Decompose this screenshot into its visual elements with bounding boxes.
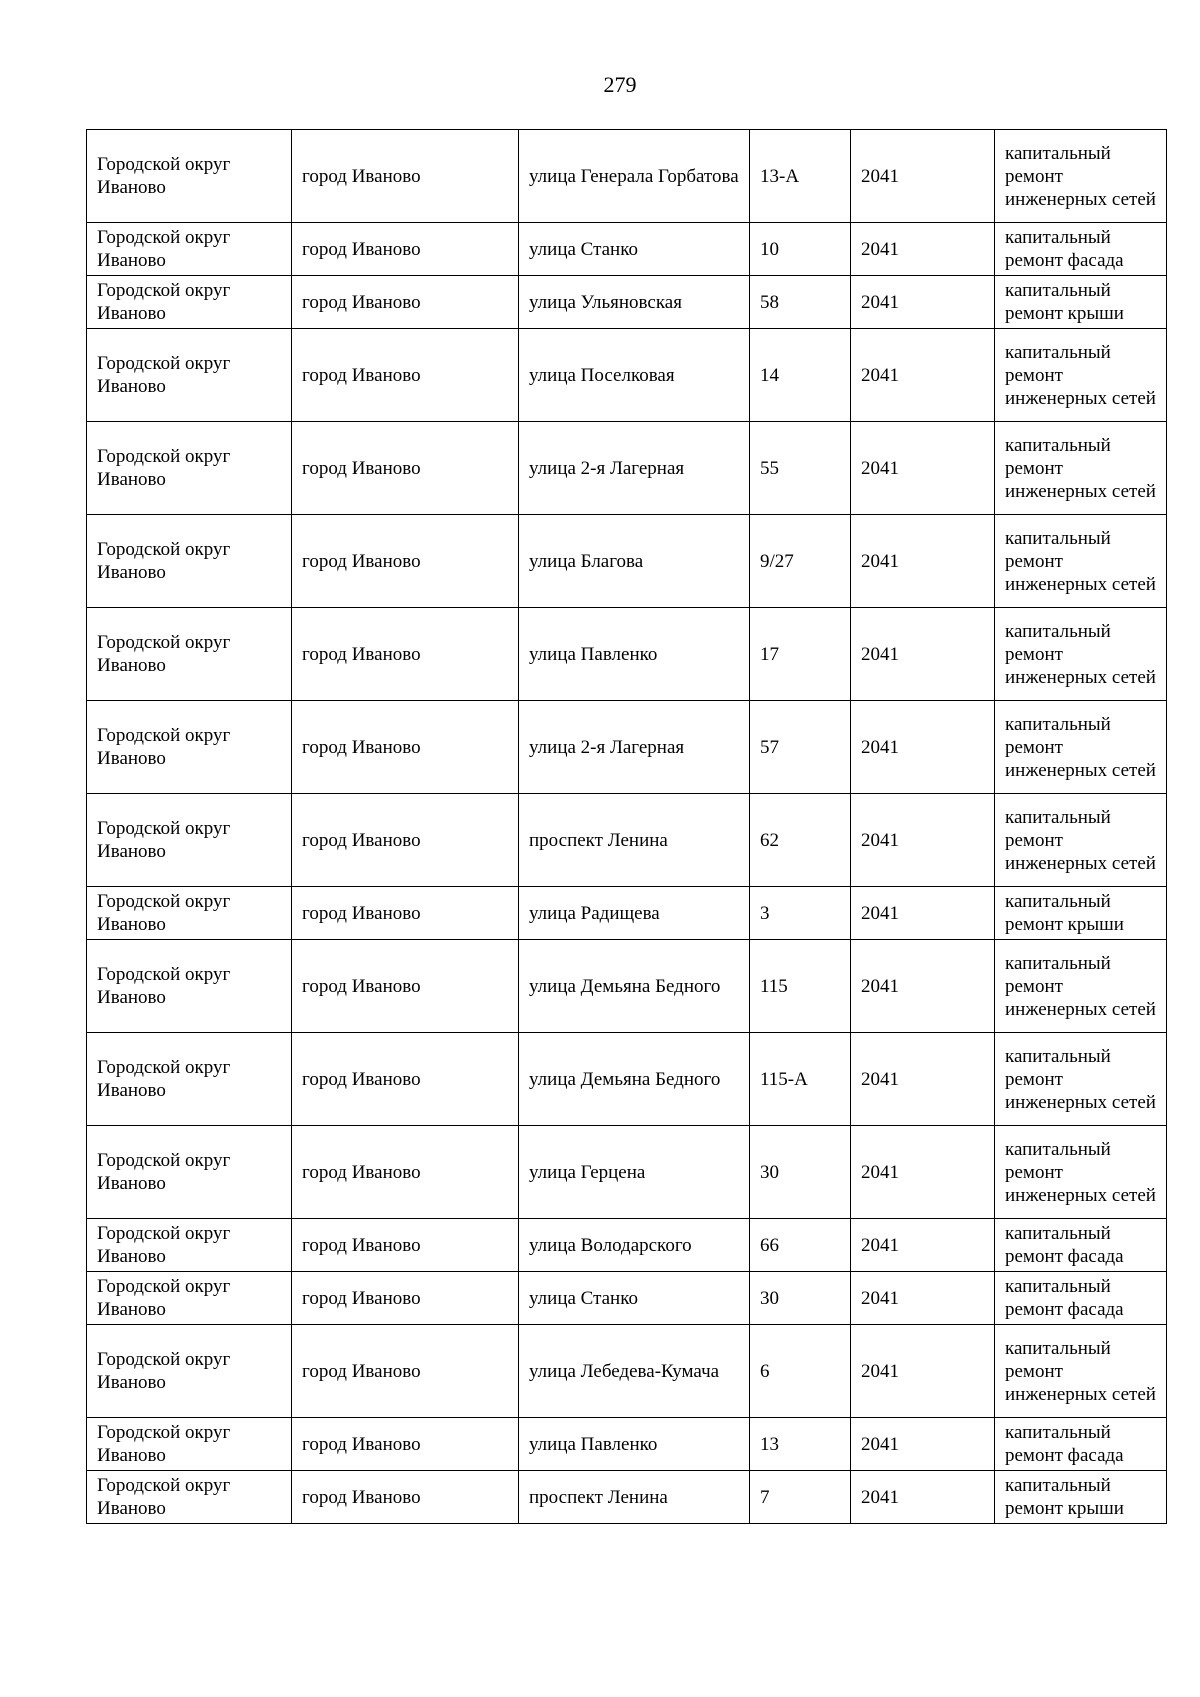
municipality-cell: Городской округ Иваново [87, 1219, 292, 1272]
municipality-cell: Городской округ Иваново [87, 608, 292, 701]
table-row [87, 1126, 1167, 1219]
street-cell: улица 2-я Лагерная [519, 701, 750, 794]
work-type-cell: капитальный ремонт инженерных сетей [995, 701, 1167, 794]
municipality-cell: Городской округ Иваново [87, 422, 292, 515]
city-cell: город Иваново [292, 794, 519, 887]
work-type-cell: капитальный ремонт крыши [995, 1471, 1167, 1524]
year-cell: 2041 [851, 940, 995, 1033]
house-number-cell: 6 [750, 1325, 851, 1418]
year-cell: 2041 [851, 1219, 995, 1272]
year-cell: 2041 [851, 1471, 995, 1524]
municipality-cell: Городской округ Иваново [87, 1471, 292, 1524]
city-cell: город Иваново [292, 887, 519, 940]
house-number-cell: 55 [750, 422, 851, 515]
municipality-cell: Городской округ Иваново [87, 1325, 292, 1418]
table-row [87, 276, 1167, 329]
city-cell: город Иваново [292, 1272, 519, 1325]
street-cell: проспект Ленина [519, 1471, 750, 1524]
house-number-cell: 62 [750, 794, 851, 887]
repair-schedule-table [86, 129, 1167, 1524]
page-number: 279 [603, 72, 637, 97]
year-cell: 2041 [851, 1272, 995, 1325]
city-cell: город Иваново [292, 329, 519, 422]
year-cell: 2041 [851, 887, 995, 940]
year-cell: 2041 [851, 1033, 995, 1126]
work-type-cell: капитальный ремонт инженерных сетей [995, 608, 1167, 701]
street-cell: улица Павленко [519, 1418, 750, 1471]
house-number-cell: 58 [750, 276, 851, 329]
municipality-cell: Городской округ Иваново [87, 223, 292, 276]
city-cell: город Иваново [292, 1418, 519, 1471]
street-cell: улица Станко [519, 1272, 750, 1325]
house-number-cell: 66 [750, 1219, 851, 1272]
municipality-cell: Городской округ Иваново [87, 130, 292, 223]
table-row [87, 1325, 1167, 1418]
work-type-cell: капитальный ремонт инженерных сетей [995, 1033, 1167, 1126]
work-type-cell: капитальный ремонт инженерных сетей [995, 1126, 1167, 1219]
house-number-cell: 17 [750, 608, 851, 701]
year-cell: 2041 [851, 329, 995, 422]
work-type-cell: капитальный ремонт инженерных сетей [995, 794, 1167, 887]
work-type-cell: капитальный ремонт фасада [995, 1219, 1167, 1272]
year-cell: 2041 [851, 701, 995, 794]
street-cell: улица Лебедева-Кумача [519, 1325, 750, 1418]
house-number-cell: 13 [750, 1418, 851, 1471]
city-cell: город Иваново [292, 1219, 519, 1272]
table-row [87, 1219, 1167, 1272]
house-number-cell: 7 [750, 1471, 851, 1524]
table-row [87, 794, 1167, 887]
table-row [87, 887, 1167, 940]
house-number-cell: 30 [750, 1126, 851, 1219]
city-cell: город Иваново [292, 223, 519, 276]
municipality-cell: Городской округ Иваново [87, 515, 292, 608]
house-number-cell: 10 [750, 223, 851, 276]
house-number-cell: 57 [750, 701, 851, 794]
house-number-cell: 115 [750, 940, 851, 1033]
street-cell: улица Володарского [519, 1219, 750, 1272]
year-cell: 2041 [851, 276, 995, 329]
work-type-cell: капитальный ремонт инженерных сетей [995, 329, 1167, 422]
street-cell: улица Генерала Горбатова [519, 130, 750, 223]
house-number-cell: 30 [750, 1272, 851, 1325]
work-type-cell: капитальный ремонт фасада [995, 1272, 1167, 1325]
year-cell: 2041 [851, 1126, 995, 1219]
municipality-cell: Городской округ Иваново [87, 940, 292, 1033]
table-row [87, 1272, 1167, 1325]
house-number-cell: 9/27 [750, 515, 851, 608]
table-row [87, 422, 1167, 515]
work-type-cell: капитальный ремонт фасада [995, 1418, 1167, 1471]
street-cell: улица Благова [519, 515, 750, 608]
street-cell: улица Павленко [519, 608, 750, 701]
city-cell: город Иваново [292, 422, 519, 515]
municipality-cell: Городской округ Иваново [87, 887, 292, 940]
house-number-cell: 115-А [750, 1033, 851, 1126]
city-cell: город Иваново [292, 940, 519, 1033]
municipality-cell: Городской округ Иваново [87, 276, 292, 329]
city-cell: город Иваново [292, 1325, 519, 1418]
work-type-cell: капитальный ремонт инженерных сетей [995, 1325, 1167, 1418]
table-row [87, 940, 1167, 1033]
city-cell: город Иваново [292, 608, 519, 701]
street-cell: улица 2-я Лагерная [519, 422, 750, 515]
street-cell: улица Радищева [519, 887, 750, 940]
municipality-cell: Городской округ Иваново [87, 329, 292, 422]
work-type-cell: капитальный ремонт инженерных сетей [995, 130, 1167, 223]
table-row [87, 223, 1167, 276]
work-type-cell: капитальный ремонт крыши [995, 887, 1167, 940]
house-number-cell: 14 [750, 329, 851, 422]
table-row [87, 1471, 1167, 1524]
table-row [87, 1418, 1167, 1471]
year-cell: 2041 [851, 223, 995, 276]
municipality-cell: Городской округ Иваново [87, 1418, 292, 1471]
street-cell: улица Демьяна Бедного [519, 940, 750, 1033]
table-row [87, 515, 1167, 608]
table-row [87, 130, 1167, 223]
municipality-cell: Городской округ Иваново [87, 794, 292, 887]
work-type-cell: капитальный ремонт инженерных сетей [995, 515, 1167, 608]
city-cell: город Иваново [292, 1033, 519, 1126]
municipality-cell: Городской округ Иваново [87, 1126, 292, 1219]
municipality-cell: Городской округ Иваново [87, 701, 292, 794]
street-cell: улица Герцена [519, 1126, 750, 1219]
table-row [87, 329, 1167, 422]
house-number-cell: 13-А [750, 130, 851, 223]
table-row [87, 701, 1167, 794]
year-cell: 2041 [851, 422, 995, 515]
work-type-cell: капитальный ремонт инженерных сетей [995, 940, 1167, 1033]
city-cell: город Иваново [292, 701, 519, 794]
work-type-cell: капитальный ремонт крыши [995, 276, 1167, 329]
street-cell: улица Демьяна Бедного [519, 1033, 750, 1126]
year-cell: 2041 [851, 794, 995, 887]
year-cell: 2041 [851, 130, 995, 223]
municipality-cell: Городской округ Иваново [87, 1033, 292, 1126]
street-cell: улица Поселковая [519, 329, 750, 422]
house-number-cell: 3 [750, 887, 851, 940]
year-cell: 2041 [851, 515, 995, 608]
city-cell: город Иваново [292, 1126, 519, 1219]
city-cell: город Иваново [292, 130, 519, 223]
street-cell: проспект Ленина [519, 794, 750, 887]
street-cell: улица Ульяновская [519, 276, 750, 329]
street-cell: улица Станко [519, 223, 750, 276]
table-row [87, 608, 1167, 701]
year-cell: 2041 [851, 608, 995, 701]
municipality-cell: Городской округ Иваново [87, 1272, 292, 1325]
city-cell: город Иваново [292, 276, 519, 329]
year-cell: 2041 [851, 1418, 995, 1471]
city-cell: город Иваново [292, 1471, 519, 1524]
work-type-cell: капитальный ремонт инженерных сетей [995, 422, 1167, 515]
work-type-cell: капитальный ремонт фасада [995, 223, 1167, 276]
city-cell: город Иваново [292, 515, 519, 608]
year-cell: 2041 [851, 1325, 995, 1418]
table-row [87, 1033, 1167, 1126]
table-body [87, 130, 1167, 1524]
